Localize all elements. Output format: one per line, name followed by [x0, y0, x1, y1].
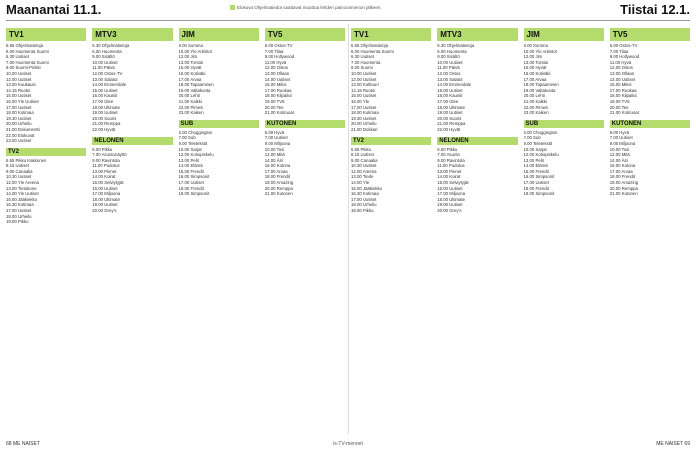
program-line: 11.00 Päivä: [92, 65, 115, 71]
program-line: 19.00 Amazing: [264, 180, 294, 186]
program-line: 10.00 Tosi: [609, 146, 630, 152]
film-legend-marker: [230, 5, 235, 10]
program-line: 11.00 Pudotus: [437, 163, 465, 169]
program-line: 12.00 Jim: [178, 54, 198, 60]
channel-header: TV1: [6, 28, 86, 41]
program-line: 20.00 Urheilu: [351, 121, 377, 127]
program-line: 9.00 Miljoona: [264, 140, 291, 146]
program-line: 21.00 Dokkari: [351, 126, 378, 132]
channel-header: KUTONEN: [265, 120, 345, 128]
program-line: 13.00 Torstai: [523, 59, 549, 65]
channel-header: NELONEN: [92, 137, 172, 145]
program-line: 13.00 Ollaan: [609, 70, 635, 76]
program-line: 10.30 Uutiset: [351, 163, 377, 169]
program-line: 11.00 Hyvä: [264, 59, 287, 65]
program-line: 17.00 Uutiset: [178, 180, 204, 186]
program-line: 17.00 Miljoona: [437, 191, 466, 197]
program-line: 13.00 Pienet: [437, 168, 462, 174]
program-line: 14.15 Ruotsi: [351, 87, 376, 93]
program-line: 13.00 Pelit: [523, 157, 544, 163]
program-line: 6.00 Huomenta Suomi: [351, 48, 394, 54]
schedule-column: [92, 24, 172, 434]
program-line: 10.00 Yle Arkistot: [178, 48, 212, 54]
program-line: 12.00 Jim: [523, 54, 543, 60]
program-line: 19.00 Valtakunta: [178, 87, 211, 93]
program-line: 12.00 Mitä: [264, 152, 285, 158]
program-line: 16.30 Kotimaa: [6, 202, 34, 208]
channel-header: JIM: [524, 28, 604, 41]
program-line: 5.55 Ohjelmatietoja: [351, 43, 389, 48]
program-line: 12.00 Ostos: [437, 70, 461, 76]
program-line: 17.00 Miljoona: [92, 191, 121, 197]
program-line: 19.30 Uutiset: [351, 115, 377, 121]
program-line: 14.00 Uutiset: [609, 76, 636, 82]
program-line: 18.00 Tapaaminen: [178, 82, 214, 88]
channel-header: NELONEN: [437, 137, 517, 145]
program-line: 16.00 Kotiväki: [178, 70, 206, 76]
program-line: 11.00 Hyvä: [609, 59, 632, 65]
program-line: 18.00 Ultimate: [92, 104, 120, 110]
program-line: 6.30 Uutiset: [6, 54, 29, 60]
program-line: 12.00 Yle Areena: [6, 180, 39, 186]
program-line: 12.00 Ostos-TV: [92, 70, 123, 76]
program-line: 18.00 Kotimaa: [351, 110, 379, 116]
schedule-column: [179, 24, 259, 434]
program-line: 19.30 Uutiset: [6, 115, 32, 121]
program-line: 7.00 Tilaa: [264, 48, 284, 54]
program-line: 9.00 Suomi-Pinkki: [6, 65, 41, 71]
program-line: 20.00 Tee: [609, 104, 629, 110]
channel-header: JIM: [179, 28, 259, 41]
program-line: 18.00 Urheilu: [351, 202, 377, 208]
program-line: 9.00 Summa: [523, 43, 548, 48]
program-line: 8.15 Uutiset: [6, 163, 29, 169]
program-line: 7.00 Tilaa: [609, 48, 629, 54]
program-line: 16.30 Kotimaa: [351, 191, 379, 197]
program-line: 13.00 Tietokone: [6, 185, 37, 191]
program-line: 18.00 Frendit: [609, 174, 636, 180]
program-line: 19.00 Valtakunta: [523, 87, 556, 93]
program-line: 16.00 Yle: [351, 98, 370, 104]
channel-header: TV2: [351, 137, 431, 145]
program-line: 19.00 TV5: [264, 98, 285, 104]
listing-columns: [6, 24, 690, 434]
program-line: 11.00 Pudotus: [92, 163, 120, 169]
program-line: 6.00 Chuggington: [523, 129, 558, 135]
program-line: 9.00 Canaalia: [351, 157, 378, 163]
program-line: 20.00 Suomi: [437, 115, 462, 121]
page-footer: [0, 436, 696, 450]
program-line: 21.00 Kutonen: [264, 191, 293, 197]
program-line: 14.00 Yle: [351, 180, 370, 186]
program-line: 6.00 Pikku: [437, 146, 458, 152]
program-line: 7.00 Huomenta: [351, 59, 381, 65]
program-line: 14.00 Yle Uutiset: [6, 191, 39, 197]
program-line: 6.55 Pikku Kakkonen: [6, 157, 47, 163]
program-line: 16.00 Kauniit: [437, 93, 463, 99]
program-line: 22.00 Pimeä: [178, 104, 203, 110]
program-line: 18.00 Kilpailut: [264, 93, 292, 99]
program-line: 8.15 Uutiset: [351, 152, 374, 158]
program-line: 21.00 Remppa: [437, 121, 466, 127]
program-line: 19.00 Uutiset: [92, 202, 118, 208]
legend-note: Ohjelmatiedot saattavat muuttua lehden painoonmenon jälkeen.: [254, 5, 382, 10]
program-line: 22.00 Pimeä: [523, 104, 548, 110]
program-line: 10.00 Tosi: [264, 146, 285, 152]
program-line: 6.00 Ostos-TV: [264, 43, 293, 48]
program-line: 13.00 Pelit: [178, 157, 199, 163]
program-line: 19.00 Uutiset: [92, 110, 118, 116]
program-line: 17.00 Ruokaa: [609, 87, 637, 93]
program-line: 9.00 Suomi: [351, 65, 373, 71]
program-line: 19.00 Simpsonit: [178, 191, 210, 197]
program-line: 7.00 Uutiset: [609, 135, 633, 141]
program-line: 16.00 Simpsonit: [178, 174, 210, 180]
program-line: 5.55 Ohjelmatietoja: [6, 43, 44, 48]
program-line: 20.00 Remppa: [609, 185, 638, 191]
program-line: 9.00 Hollywood: [264, 54, 295, 60]
program-line: 7.00 Sub: [178, 135, 196, 141]
program-line: 15.00 Hyvät: [178, 65, 202, 71]
channel-header: SUB: [179, 120, 259, 128]
program-line: 21.00 Kaikki: [178, 98, 202, 104]
program-line: 19.00 Uutiset: [437, 110, 463, 116]
channel-header: SUB: [524, 120, 604, 128]
program-line: 18.00 Ultimate: [437, 196, 465, 202]
program-line: 17.00 Uutiset: [351, 104, 377, 110]
program-line: 9.00 Teletekstit: [523, 140, 553, 146]
program-line: 12.00 Ostos: [609, 65, 633, 71]
program-line: 17.00 Glee: [92, 98, 114, 104]
schedule-column: [6, 24, 86, 434]
footer-center: is-TV-menoet: [333, 441, 363, 447]
schedule-column: [265, 24, 345, 434]
program-line: 13.00 Ollaan: [264, 70, 290, 76]
program-line: 15.00 Uutiset: [6, 93, 32, 99]
program-line: 13.00 Salatut: [92, 76, 118, 82]
program-line: 20.00 Remppa: [264, 185, 293, 191]
program-line: 16.00 Kotona: [609, 163, 636, 169]
program-line: 10.00 Uutiset: [92, 59, 118, 65]
program-line: 14.00 Elämä: [178, 163, 203, 169]
program-line: 21.00 Kotiruoat: [609, 110, 639, 116]
program-line: 15.00 Selviytyjät: [437, 180, 469, 186]
program-line: 22.00 Elokuvat: [6, 132, 35, 138]
program-line: 9.00 Ravintola: [92, 157, 120, 163]
program-line: 7.00 Huomenta Suomi: [6, 59, 49, 65]
program-line: 16.00 Yle Uutiset: [6, 98, 39, 104]
program-line: 14.00 Uutiset: [264, 76, 291, 82]
program-line: 18.00 Frendit: [523, 185, 549, 191]
program-line: 9.00 Teletekstit: [178, 140, 208, 146]
program-line: 15.00 Frendit: [178, 168, 204, 174]
program-line: 15.00 Frendit: [523, 168, 549, 174]
program-line: 17.00 Arvaa: [609, 168, 633, 174]
program-line: 13.00 Kuukausi: [6, 82, 36, 88]
program-line: 14.00 Emmerdale: [92, 82, 127, 88]
program-line: 20.00 Urheilu: [6, 121, 32, 127]
footer-right: ME NAISET 69: [656, 441, 690, 447]
program-line: 13.00 Torstai: [178, 59, 204, 65]
program-line: 12.00 Uutiset: [6, 76, 32, 82]
program-line: 12.00 Mitä: [609, 152, 630, 158]
program-line: 7.00 Sub: [523, 135, 541, 141]
program-line: 19.00 Amazing: [609, 180, 639, 186]
program-line: 6.00 Ostos-TV: [609, 43, 638, 48]
program-line: 9.00 Summa: [178, 43, 203, 48]
program-line: 6.00 Hyvä: [609, 129, 630, 135]
program-line: 22.00 Hyvät: [92, 126, 116, 132]
program-line: 12.00 Kotiopiskelu: [523, 152, 559, 158]
program-line: 21.00 Kaikki: [523, 98, 547, 104]
program-line: 9.00 Ravintola: [437, 157, 465, 163]
program-line: 7.00 Asuntonäyttö: [92, 152, 127, 158]
page-title-right: Tiistai 12.1.: [620, 2, 690, 17]
program-line: 22.00 Hyvät: [437, 126, 461, 132]
program-line: 9.00 Sisältö: [92, 54, 115, 60]
page-header: [0, 0, 696, 20]
program-line: 7.00 Asunto: [437, 152, 460, 158]
program-line: 18.00 Tapaaminen: [523, 82, 559, 88]
program-line: 15.00 Selviytyjät: [92, 180, 124, 186]
program-line: 15.00 Miksi: [609, 82, 632, 88]
schedule-column: [524, 24, 604, 434]
program-line: 12.00 Uutiset: [351, 76, 377, 82]
program-line: 17.00 Uutiset: [351, 196, 377, 202]
program-line: 17.00 Uutiset: [6, 208, 32, 214]
program-line: 18.00 Frendit: [264, 174, 291, 180]
program-line: 17.00 Uutiset: [523, 180, 549, 186]
header-rule: [6, 20, 690, 21]
program-line: 18.00 Kilpailut: [609, 93, 637, 99]
legend-label: Elokuva: [237, 5, 254, 10]
program-line: 23.00 Kaiken: [178, 110, 204, 116]
program-line: 19.00 TV5: [609, 98, 630, 104]
schedule-column: [351, 24, 431, 434]
program-line: 18.00 Frendit: [178, 185, 204, 191]
program-line: 6.30 Uutiset: [351, 54, 374, 60]
program-line: 17.00 Arvaa: [178, 76, 202, 82]
program-line: 23.00 Uutiset: [6, 138, 32, 144]
program-line: 9.00 Sisältö: [437, 54, 460, 60]
program-line: 13.00 Pienet: [92, 168, 117, 174]
program-line: 10.00 Sarjat: [178, 146, 202, 152]
program-line: 16.00 Kauniit: [92, 93, 118, 99]
program-line: 10.30 Uutiset: [6, 174, 32, 180]
program-line: 5.30 Ohjelmatietoja: [437, 43, 475, 48]
program-line: 16.00 Uutiset: [437, 185, 463, 191]
program-line: 20.00 Lehti: [178, 93, 200, 99]
program-line: 11.00 Päivä: [437, 65, 460, 71]
program-line: 9.00 Canaalia: [6, 168, 33, 174]
channel-header: TV5: [610, 28, 690, 41]
program-line: 20.00 Lehti: [523, 93, 545, 99]
program-line: 18.00 Urheilu: [6, 213, 32, 219]
program-line: 18.00 Ultimate: [437, 104, 465, 110]
program-line: 6.00 Huomenta: [437, 48, 467, 54]
channel-header: TV1: [351, 28, 431, 41]
program-line: 6.00 Chuggington: [178, 129, 213, 135]
program-line: 16.00 Kotona: [264, 163, 291, 169]
program-line: 20.00 Grey's: [437, 208, 462, 214]
program-line: 9.00 Miljoona: [609, 140, 636, 146]
program-line: 18.00 Ultimate: [92, 196, 120, 202]
channel-header: MTV3: [92, 28, 172, 41]
program-line: 6.00 Hyvä: [264, 129, 285, 135]
program-line: 14.00 Äiti: [264, 157, 283, 163]
program-line: 15.00 Uutiset: [92, 87, 118, 93]
program-line: 5.30 Ohjelmatietoja: [92, 43, 130, 48]
program-line: 10.00 Uutiset: [437, 59, 463, 65]
program-line: 12.00 Kotiopiskelu: [178, 152, 214, 158]
channel-header: MTV3: [437, 28, 517, 41]
program-line: 16.00 Simpsonit: [523, 174, 555, 180]
program-line: 17.00 Arvaa: [264, 168, 288, 174]
program-line: 20.00 Grey's: [92, 208, 117, 214]
program-line: 15.00 Uutiset: [351, 93, 377, 99]
program-line: 13.00 Salatut: [437, 76, 463, 82]
program-line: 10.00 Uutiset: [6, 70, 32, 76]
program-line: 6.55 Pikku: [351, 146, 372, 152]
page-title-left: Maanantai 11.1.: [6, 2, 102, 17]
program-line: 20.00 Suomi: [92, 115, 117, 121]
program-line: 6.00 Huomenta Suomi: [6, 48, 49, 54]
program-line: 23.00 Kaiken: [523, 110, 549, 116]
program-line: 13.00 Tiede: [351, 174, 374, 180]
schedule-column: [437, 24, 517, 434]
program-line: 14.00 Emmerdale: [437, 82, 472, 88]
program-line: 10.00 Yle Arkistot: [523, 48, 557, 54]
program-line: 15.00 Jääkiekko: [351, 185, 383, 191]
program-line: 9.00 Hollywood: [609, 54, 640, 60]
channel-header: KUTONEN: [610, 120, 690, 128]
program-line: 6.00 Pikku: [92, 146, 113, 152]
program-line: 19.00 Simpsonit: [523, 191, 555, 197]
program-line: 16.00 Kotiväki: [523, 70, 551, 76]
program-line: 17.00 Ruokaa: [264, 87, 292, 93]
footer-left: 68 ME NAISET: [6, 441, 40, 447]
program-line: 14.00 Koirat: [92, 174, 116, 180]
program-line: 7.00 Uutiset: [264, 135, 288, 141]
program-line: 19.00 Uutiset: [437, 202, 463, 208]
program-line: 12.00 Areena: [351, 168, 377, 174]
program-line: 21.00 Dokumentti: [6, 126, 40, 132]
program-line: 16.00 Uutiset: [92, 185, 118, 191]
program-line: 14.15 Ruotsi: [6, 87, 31, 93]
program-line: 18.00 Kotimaa: [6, 110, 34, 116]
program-line: 20.00 Tee: [264, 104, 284, 110]
channel-header: TV2: [6, 148, 86, 156]
program-line: 15.00 Hyvät: [523, 65, 547, 71]
program-line: 19.00 Pikku: [6, 219, 29, 225]
program-line: 14.00 Elämä: [523, 163, 548, 169]
program-line: 21.00 Remppa: [92, 121, 121, 127]
program-line: 21.00 Kotiruoat: [264, 110, 294, 116]
program-line: 10.00 Sarjat: [523, 146, 547, 152]
program-line: 13.00 Kulttuuri: [351, 82, 379, 88]
program-line: 12.00 Ostos: [264, 65, 288, 71]
program-line: 17.00 Uutiset: [6, 104, 32, 110]
channel-header: TV5: [265, 28, 345, 41]
program-line: 17.00 Glee: [437, 98, 459, 104]
legend: [230, 5, 382, 10]
program-line: 14.00 Äiti: [609, 157, 628, 163]
program-line: 15.00 Jääkiekko: [6, 196, 38, 202]
program-line: 19.00 Pikku: [351, 208, 374, 214]
program-line: 17.00 Arvaa: [523, 76, 547, 82]
program-line: 10.00 Uutiset: [351, 70, 377, 76]
program-line: 15.00 Uutiset: [437, 87, 463, 93]
program-line: 14.00 Koirat: [437, 174, 461, 180]
program-line: 21.00 Kutonen: [609, 191, 638, 197]
schedule-column: [610, 24, 690, 434]
program-line: 6.00 Huomenta: [92, 48, 122, 54]
program-line: 15.00 Miksi: [264, 82, 287, 88]
